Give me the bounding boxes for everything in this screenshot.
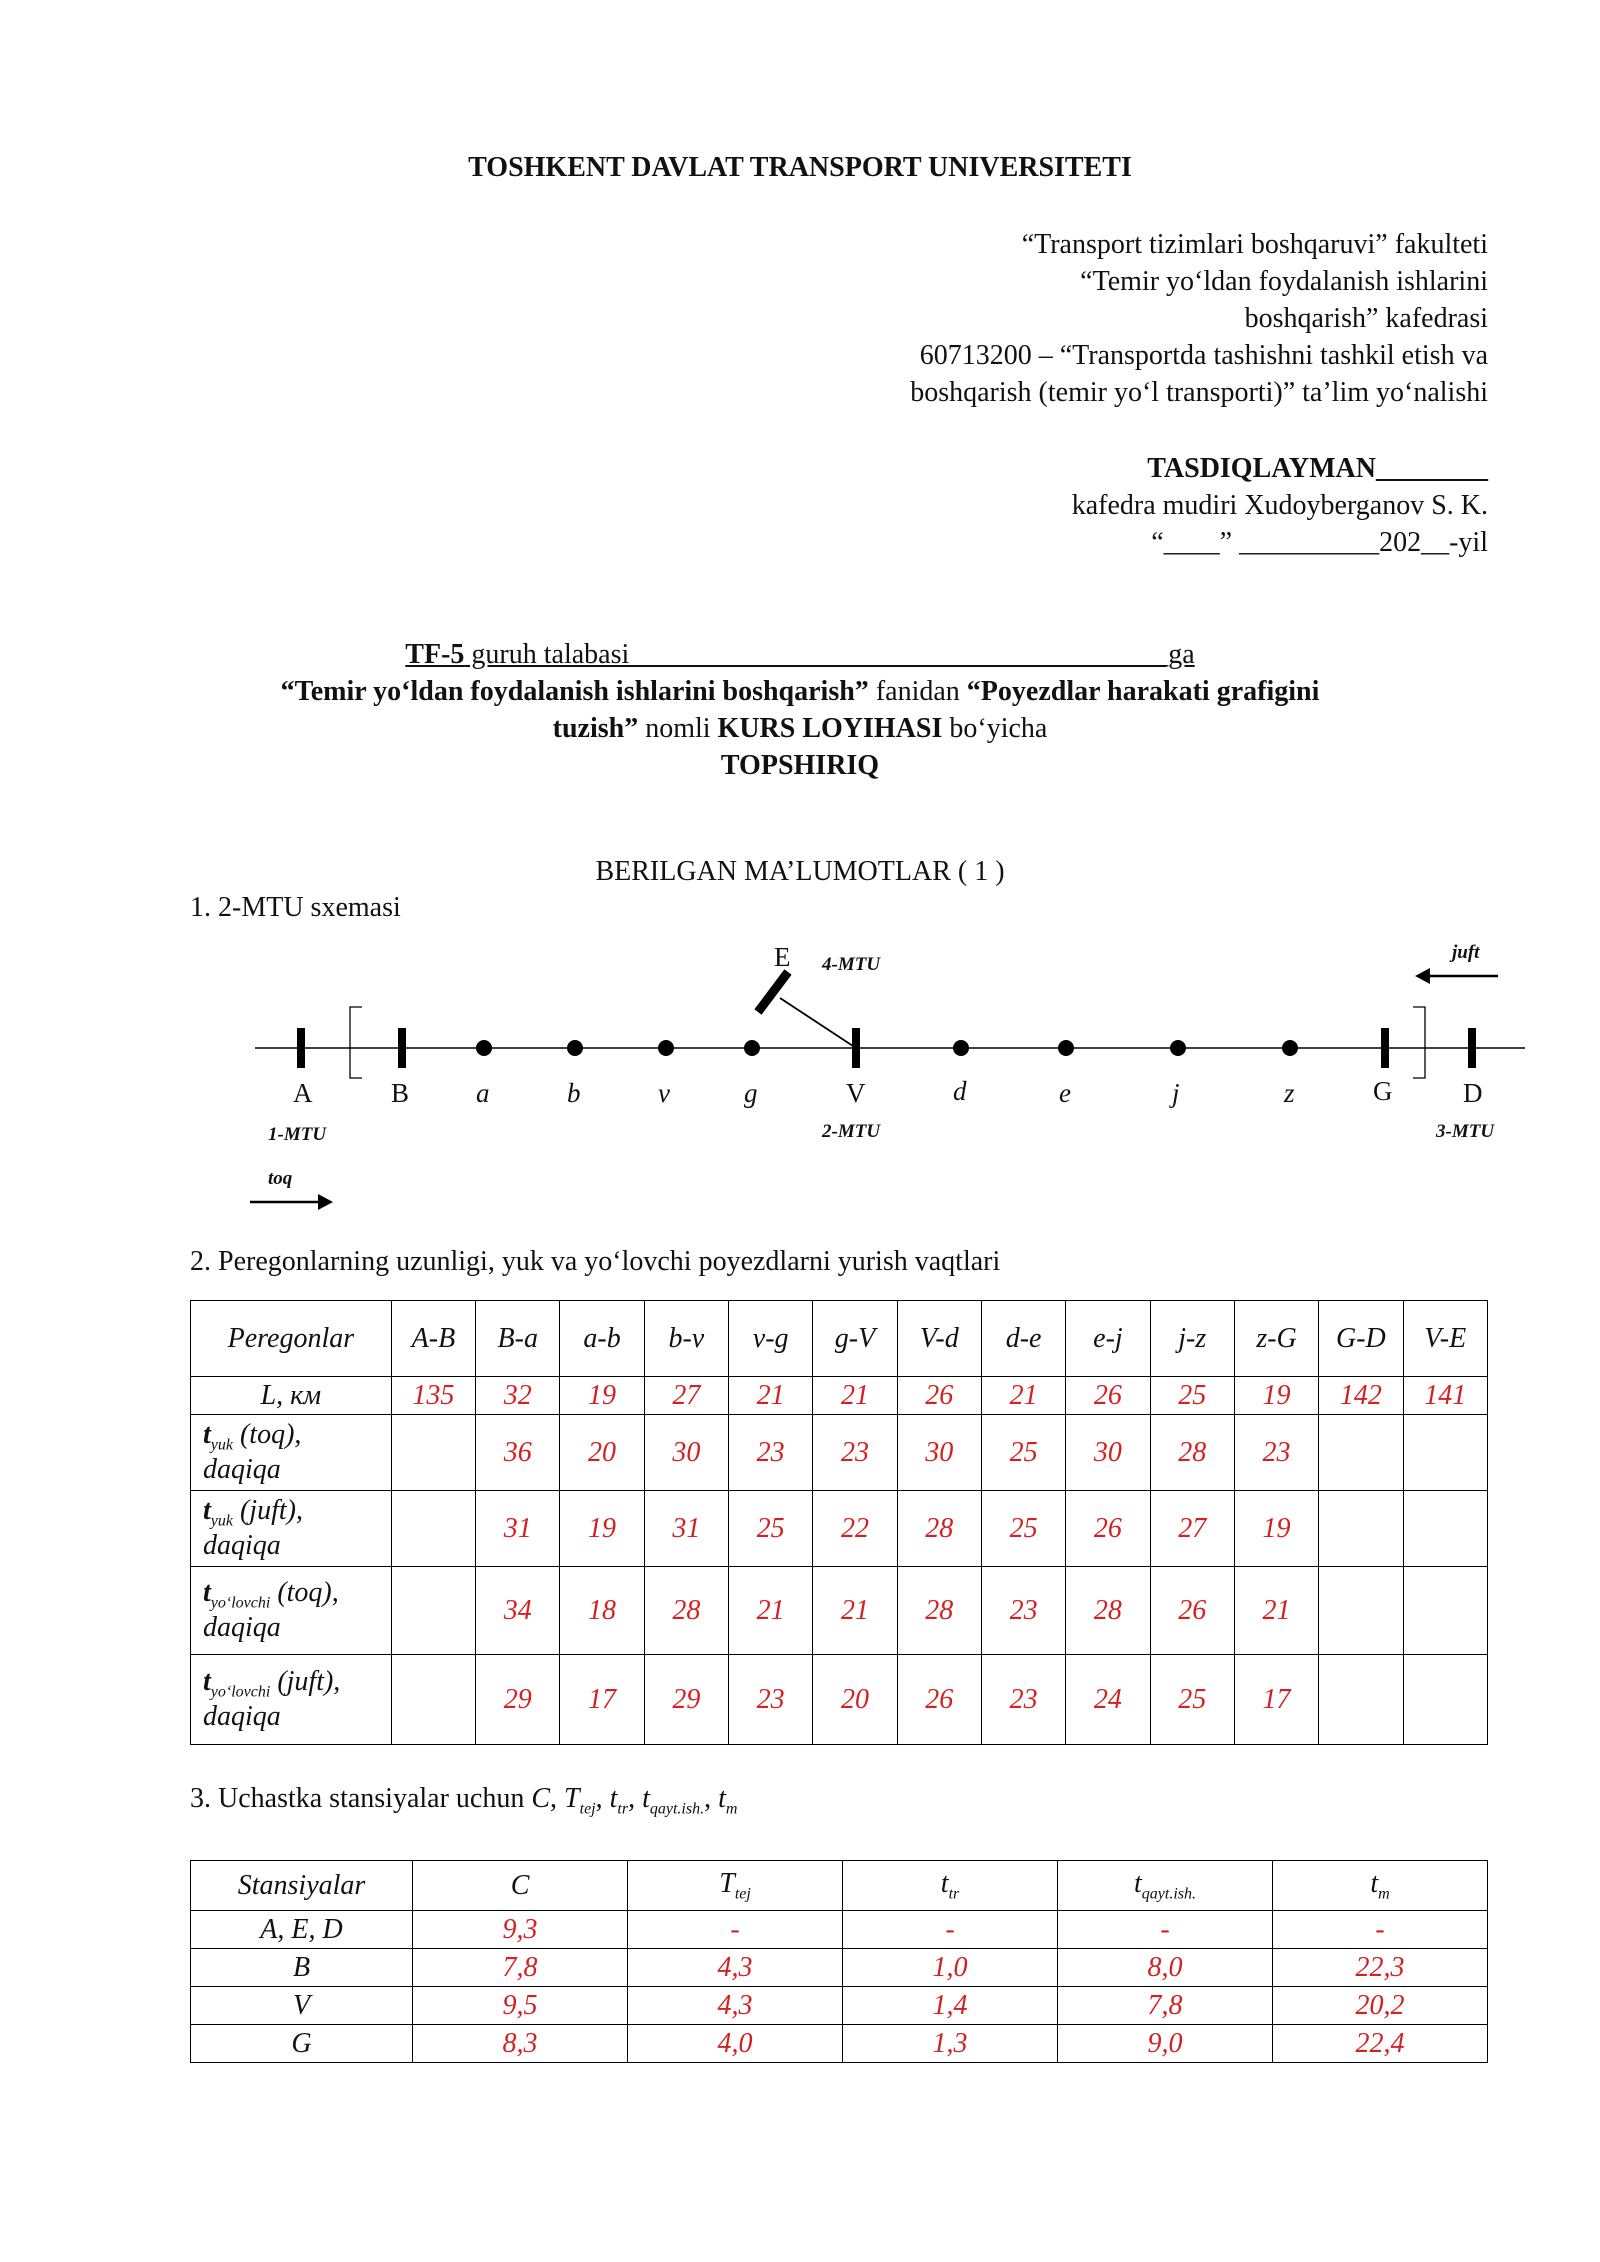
row-label bbox=[191, 1567, 392, 1655]
table-cell: 27 bbox=[644, 1377, 728, 1415]
col-header: d-e bbox=[981, 1301, 1065, 1377]
table-cell: 29 bbox=[476, 1655, 560, 1745]
table-cell: 20 bbox=[813, 1655, 897, 1745]
group-name: TF-5 bbox=[405, 639, 465, 670]
table-cell: 1,3 bbox=[843, 2025, 1058, 2063]
table-cell: 31 bbox=[476, 1491, 560, 1567]
assignment-heading bbox=[0, 636, 1600, 784]
table-cell: 25 bbox=[981, 1491, 1065, 1567]
left-bracket bbox=[350, 1007, 362, 1078]
sym-T: T bbox=[564, 1783, 580, 1814]
station-D-bar bbox=[1468, 1028, 1476, 1068]
faculty-line: “Temir yo‘ldan foydalanish ishlarini bbox=[1080, 266, 1488, 297]
row-label-rest: (toq), bbox=[270, 1576, 339, 1608]
table-cell: 21 bbox=[1234, 1567, 1318, 1655]
table-cell: 23 bbox=[729, 1655, 813, 1745]
table-cell: 24 bbox=[1066, 1655, 1150, 1745]
project-mid: nomli bbox=[638, 713, 718, 744]
assignment-title: TOPSHIRIQ bbox=[720, 750, 880, 781]
label-b: b bbox=[567, 1078, 581, 1108]
table-cell: 21 bbox=[729, 1567, 813, 1655]
label-3-mtu: 3-MTU bbox=[1436, 1121, 1495, 1142]
section-title: BERILGAN MA’LUMOTLAR ( 1 ) bbox=[595, 856, 1005, 887]
stop-v-dot bbox=[658, 1040, 674, 1056]
station-G-bar bbox=[1381, 1028, 1389, 1068]
table-cell: 34 bbox=[476, 1567, 560, 1655]
approval-block bbox=[788, 450, 1488, 561]
table-cell: 17 bbox=[1234, 1655, 1318, 1745]
table-cell: 23 bbox=[813, 1415, 897, 1491]
table-cell: 28 bbox=[1150, 1415, 1234, 1491]
row-label-sub: yo‘lovchi bbox=[210, 1683, 271, 1701]
col-header: z-G bbox=[1234, 1301, 1318, 1377]
col-header: g-V bbox=[813, 1301, 897, 1377]
row-label-sub: yuk bbox=[210, 1512, 233, 1530]
col-header: C bbox=[413, 1861, 628, 1911]
table-cell: 1,4 bbox=[843, 1987, 1058, 2025]
label-A: A bbox=[293, 1078, 313, 1108]
col-header bbox=[843, 1861, 1058, 1911]
table-cell: 32 bbox=[476, 1377, 560, 1415]
faculty-line: 60713200 – “Transportda tashishni tashkil etish va bbox=[919, 340, 1488, 371]
table-cell: 21 bbox=[981, 1377, 1065, 1415]
table-cell: 8,0 bbox=[1058, 1949, 1273, 1987]
col-header: Stansiyalar bbox=[191, 1861, 413, 1911]
table-cell: 21 bbox=[813, 1377, 897, 1415]
row-label-t: t bbox=[203, 1576, 211, 1608]
table-cell: 21 bbox=[813, 1567, 897, 1655]
table-cell bbox=[1403, 1655, 1487, 1745]
table-cell: 8,3 bbox=[413, 2025, 628, 2063]
col-header bbox=[1058, 1861, 1273, 1911]
table-row bbox=[191, 1415, 1488, 1491]
assignment-line1 bbox=[0, 636, 1600, 673]
table-cell: 23 bbox=[981, 1655, 1065, 1745]
row-label-unit: daqiqa bbox=[203, 1701, 281, 1733]
stations-table bbox=[190, 1860, 1488, 2063]
header-row bbox=[191, 1301, 1488, 1377]
faculty-line: “Transport tizimlari boshqaruvi” fakulteti bbox=[1021, 229, 1488, 260]
section2-heading: 2. Peregonlarning uzunligi, yuk va yo‘lovchi poyezdlarni yurish vaqtlari bbox=[190, 1246, 1001, 1277]
table-cell: 30 bbox=[1066, 1415, 1150, 1491]
project-name-1: “Poyezdlar harakati grafigini bbox=[966, 676, 1320, 707]
stop-b-dot bbox=[567, 1040, 583, 1056]
stop-d-dot bbox=[953, 1040, 969, 1056]
sym-t: t bbox=[642, 1783, 650, 1814]
juft-arrow-head bbox=[1415, 968, 1430, 984]
table-cell: 9,3 bbox=[413, 1911, 628, 1949]
row-label: L, км bbox=[191, 1377, 392, 1415]
table-cell: 36 bbox=[476, 1415, 560, 1491]
table-cell: 20 bbox=[560, 1415, 644, 1491]
approval-signer: kafedra mudiri Xudoyberganov S. K. bbox=[1071, 490, 1488, 521]
col-header-base: t bbox=[1370, 1867, 1379, 1899]
sym-t-tr-sub: tr bbox=[617, 1800, 629, 1818]
table-cell bbox=[1319, 1655, 1403, 1745]
subject-mid: fanidan bbox=[868, 676, 967, 707]
table-cell: 23 bbox=[981, 1567, 1065, 1655]
label-1-mtu: 1-MTU bbox=[268, 1124, 327, 1145]
table-row bbox=[191, 1567, 1488, 1655]
subject-name: “Temir yo‘ldan foydalanish ishlarini boshqarish” bbox=[280, 676, 869, 707]
toq-arrow-head bbox=[318, 1194, 333, 1210]
section3-heading: 3. Uchastka stansiyalar uchun C, $T_{tej}$, $t_{tr}$, $t_{qayt.ish.}$, $t_m$ bbox=[190, 1783, 738, 1818]
col-header-base: t bbox=[940, 1867, 949, 1899]
col-header-sub: tr bbox=[948, 1885, 960, 1903]
table-cell bbox=[1319, 1567, 1403, 1655]
table-cell: 22,4 bbox=[1272, 2025, 1487, 2063]
sym-t: t bbox=[609, 1783, 618, 1814]
table-cell: 23 bbox=[1234, 1415, 1318, 1491]
table-cell: 141 bbox=[1403, 1377, 1487, 1415]
table-cell: 26 bbox=[1150, 1567, 1234, 1655]
col-header: v-g bbox=[729, 1301, 813, 1377]
table-cell bbox=[1403, 1567, 1487, 1655]
table-cell bbox=[391, 1567, 475, 1655]
table-cell: 4,0 bbox=[628, 2025, 843, 2063]
col-header-base: t bbox=[1133, 1867, 1142, 1899]
table-cell: 25 bbox=[1150, 1377, 1234, 1415]
table-cell: 20,2 bbox=[1272, 1987, 1487, 2025]
right-bracket bbox=[1413, 1007, 1425, 1078]
group-rest: guruh talabasi ______________________________________ga bbox=[464, 639, 1195, 670]
station-name: B bbox=[191, 1949, 413, 1987]
table-cell: - bbox=[1272, 1911, 1487, 1949]
table-cell: 26 bbox=[1066, 1377, 1150, 1415]
col-header-sub: tej bbox=[734, 1885, 751, 1903]
row-label bbox=[191, 1415, 392, 1491]
table-cell: 25 bbox=[729, 1491, 813, 1567]
table-cell: 26 bbox=[1066, 1491, 1150, 1567]
table-cell: 26 bbox=[897, 1655, 981, 1745]
table-row bbox=[191, 1987, 1488, 2025]
row-label bbox=[191, 1655, 392, 1745]
table-cell: 19 bbox=[1234, 1491, 1318, 1567]
col-header: b-v bbox=[644, 1301, 728, 1377]
col-header: j-z bbox=[1150, 1301, 1234, 1377]
label-2-mtu: 2-MTU bbox=[822, 1121, 881, 1142]
section1-heading: 1. 2-MTU sxemasi bbox=[190, 892, 401, 923]
table-cell: 31 bbox=[644, 1491, 728, 1567]
table-cell bbox=[1319, 1491, 1403, 1567]
table-cell bbox=[391, 1415, 475, 1491]
table-cell: 19 bbox=[1234, 1377, 1318, 1415]
label-j: j bbox=[1172, 1078, 1180, 1108]
table-cell: - bbox=[628, 1911, 843, 1949]
track-schema bbox=[0, 930, 1600, 1230]
table-cell: 21 bbox=[729, 1377, 813, 1415]
table-cell: 19 bbox=[560, 1491, 644, 1567]
table-cell: 30 bbox=[644, 1415, 728, 1491]
table-cell: 9,0 bbox=[1058, 2025, 1273, 2063]
row-label-unit: daqiqa bbox=[203, 1530, 281, 1562]
row-label-rest: (toq), bbox=[232, 1418, 302, 1450]
row-label-t: t bbox=[203, 1665, 211, 1697]
table-cell: 19 bbox=[560, 1377, 644, 1415]
table-cell: 28 bbox=[644, 1567, 728, 1655]
col-header: e-j bbox=[1066, 1301, 1150, 1377]
col-header bbox=[628, 1861, 843, 1911]
label-V: V bbox=[846, 1078, 866, 1108]
table-cell: 27 bbox=[1150, 1491, 1234, 1567]
station-name: G bbox=[191, 2025, 413, 2063]
assignment-line2 bbox=[0, 673, 1600, 710]
table-row bbox=[191, 1491, 1488, 1567]
approval-title: TASDIQLAYMAN________ bbox=[1147, 453, 1488, 484]
col-header-base: T bbox=[719, 1867, 735, 1899]
table-row bbox=[191, 1949, 1488, 1987]
row-label-unit: daqiqa bbox=[203, 1454, 281, 1486]
stop-a-dot bbox=[476, 1040, 492, 1056]
table-row bbox=[191, 1655, 1488, 1745]
table-cell: 26 bbox=[897, 1377, 981, 1415]
row-label-t: t bbox=[203, 1494, 211, 1526]
col-header: V-E bbox=[1403, 1301, 1487, 1377]
station-name: V bbox=[191, 1987, 413, 2025]
table-cell bbox=[1319, 1415, 1403, 1491]
table-cell: 22,3 bbox=[1272, 1949, 1487, 1987]
col-header: A-B bbox=[391, 1301, 475, 1377]
table-cell: 25 bbox=[1150, 1655, 1234, 1745]
table-cell: 135 bbox=[391, 1377, 475, 1415]
table-cell: - bbox=[843, 1911, 1058, 1949]
course-project: KURS LOYIHASI bbox=[717, 713, 943, 744]
row-label-t: t bbox=[203, 1418, 211, 1450]
table-cell: 28 bbox=[897, 1491, 981, 1567]
row-label bbox=[191, 1491, 392, 1567]
label-v: v bbox=[658, 1078, 670, 1108]
row-label-rest: (juft), bbox=[270, 1665, 341, 1697]
table-cell: 29 bbox=[644, 1655, 728, 1745]
table-cell: 22 bbox=[813, 1491, 897, 1567]
table-cell: 25 bbox=[981, 1415, 1065, 1491]
label-4-mtu: 4-MTU bbox=[822, 954, 881, 975]
peregon-table bbox=[190, 1300, 1488, 1745]
label-E: E bbox=[774, 942, 791, 972]
table-cell: 23 bbox=[729, 1415, 813, 1491]
row-label-sub: yuk bbox=[210, 1436, 233, 1454]
stop-j-dot bbox=[1170, 1040, 1186, 1056]
branch-line bbox=[780, 998, 856, 1048]
table-cell: 18 bbox=[560, 1567, 644, 1655]
table-cell: 9,5 bbox=[413, 1987, 628, 2025]
table-cell: 17 bbox=[560, 1655, 644, 1745]
col-header bbox=[1272, 1861, 1487, 1911]
col-header: B-a bbox=[476, 1301, 560, 1377]
table-cell: 28 bbox=[897, 1567, 981, 1655]
label-g: g bbox=[744, 1078, 758, 1108]
table-row bbox=[191, 1377, 1488, 1415]
label-e: e bbox=[1059, 1078, 1071, 1108]
table-cell: 4,3 bbox=[628, 1987, 843, 2025]
col-header: a-b bbox=[560, 1301, 644, 1377]
table-cell: 4,3 bbox=[628, 1949, 843, 1987]
station-name: A, E, D bbox=[191, 1911, 413, 1949]
sym-t: t bbox=[718, 1783, 726, 1814]
table-cell bbox=[391, 1655, 475, 1745]
assignment-line3 bbox=[0, 710, 1600, 747]
stop-e-dot bbox=[1058, 1040, 1074, 1056]
label-G: G bbox=[1373, 1076, 1393, 1106]
faculty-block bbox=[588, 226, 1488, 411]
faculty-line: boshqarish (temir yo‘l transporti)” ta’lim yo‘nalishi bbox=[910, 377, 1488, 408]
table-cell bbox=[1403, 1491, 1487, 1567]
label-z: z bbox=[1284, 1078, 1295, 1108]
table-row bbox=[191, 2025, 1488, 2063]
label-juft: juft bbox=[1452, 942, 1480, 963]
project-name-2: tuzish” bbox=[552, 713, 639, 744]
col-header: G-D bbox=[1319, 1301, 1403, 1377]
stop-g-dot bbox=[744, 1040, 760, 1056]
label-D: D bbox=[1463, 1078, 1483, 1108]
row-label-sub: yo‘lovchi bbox=[210, 1594, 271, 1612]
table-row bbox=[191, 1911, 1488, 1949]
table-cell: 142 bbox=[1319, 1377, 1403, 1415]
sym-T-sub: tej bbox=[579, 1800, 596, 1818]
table-cell: - bbox=[1058, 1911, 1273, 1949]
table-cell bbox=[391, 1491, 475, 1567]
table-cell: 30 bbox=[897, 1415, 981, 1491]
station-A-bar bbox=[297, 1028, 305, 1068]
table-cell: 7,8 bbox=[413, 1949, 628, 1987]
table-cell bbox=[1403, 1415, 1487, 1491]
row-label-rest: (juft), bbox=[232, 1494, 303, 1526]
table-cell: 28 bbox=[1066, 1567, 1150, 1655]
sym-C: C bbox=[531, 1783, 551, 1814]
label-a: a bbox=[476, 1078, 490, 1108]
project-end: bo‘yicha bbox=[942, 713, 1048, 744]
station-E-bar bbox=[758, 972, 788, 1012]
section3-prefix: 3. Uchastka stansiyalar uchun bbox=[190, 1783, 532, 1814]
table-cell: 1,0 bbox=[843, 1949, 1058, 1987]
header-row bbox=[191, 1861, 1488, 1911]
faculty-line: boshqarish” kafedrasi bbox=[1244, 303, 1488, 334]
station-B-bar bbox=[398, 1028, 406, 1068]
table-cell: 7,8 bbox=[1058, 1987, 1273, 2025]
sym-t-m-sub: m bbox=[725, 1800, 738, 1818]
label-d: d bbox=[953, 1076, 967, 1106]
university-title: TOSHKENT DAVLAT TRANSPORT UNIVERSITETI bbox=[468, 152, 1132, 183]
label-B: B bbox=[391, 1078, 410, 1108]
stop-z-dot bbox=[1282, 1040, 1298, 1056]
col-header: V-d bbox=[897, 1301, 981, 1377]
col-header-sub: m bbox=[1378, 1885, 1390, 1903]
header-peregonlar: Peregonlar bbox=[191, 1301, 392, 1377]
row-label-unit: daqiqa bbox=[203, 1612, 281, 1644]
col-header-sub: qayt.ish. bbox=[1141, 1885, 1196, 1903]
label-toq: toq bbox=[268, 1168, 293, 1189]
approval-date: “____” __________202__-yil bbox=[1151, 527, 1488, 558]
sym-t-q-sub: qayt.ish. bbox=[649, 1800, 705, 1818]
